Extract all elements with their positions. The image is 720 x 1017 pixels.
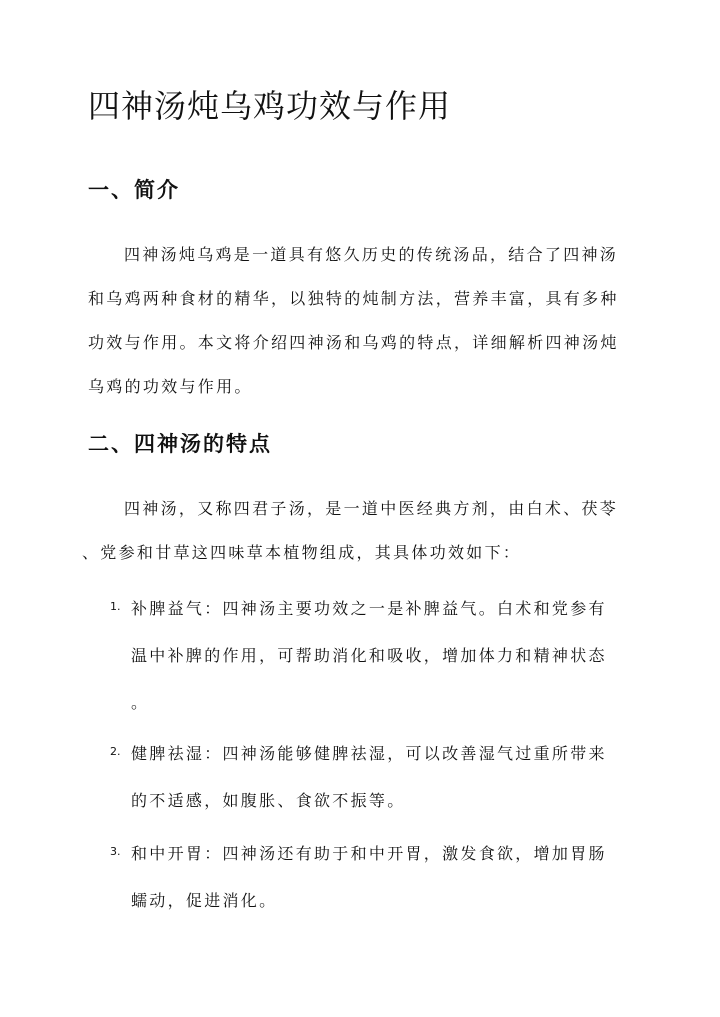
intro-paragraph <box>88 233 633 409</box>
paragraph-line: 和乌鸡两种食材的精华，以独特的炖制方法，营养丰富，具有多种 <box>88 289 619 308</box>
list-item-line: 健脾祛湿：四神汤能够健脾祛湿，可以改善湿气过重所带来 <box>131 744 607 763</box>
list-item-line: 。 <box>131 693 150 712</box>
list-item-line: 补脾益气：四神汤主要功效之一是补脾益气。白术和党参有 <box>131 599 607 618</box>
list-item-line: 和中开胃：四神汤还有助于和中开胃，激发食欲，增加胃肠 <box>131 844 607 863</box>
section-heading-intro: 一、简介 <box>88 178 180 202</box>
paragraph-line: 功效与作用。本文将介绍四神汤和乌鸡的特点，详细解析四神汤炖 <box>88 333 619 352</box>
list-item-number: 1. <box>110 600 121 613</box>
list-item-number: 3. <box>110 845 121 858</box>
list-item-number: 2. <box>110 745 121 758</box>
section-heading-features: 二、四神汤的特点 <box>88 432 272 456</box>
list-item <box>0 830 720 924</box>
features-paragraph <box>82 487 633 575</box>
list-item <box>0 585 720 726</box>
list-item <box>0 730 720 824</box>
paragraph-line: 四神汤炖乌鸡是一道具有悠久历史的传统汤品，结合了四神汤 <box>124 245 619 264</box>
paragraph-line: 四神汤，又称四君子汤，是一道中医经典方剂，由白术、茯苓 <box>124 499 619 518</box>
list-item-line: 温中补脾的作用，可帮助消化和吸收，增加体力和精神状态 <box>131 646 607 665</box>
list-item-line: 蠕动，促进消化。 <box>131 891 278 910</box>
list-item-line: 的不适感，如腹胀、食欲不振等。 <box>131 791 406 810</box>
paragraph-line: 乌鸡的功效与作用。 <box>88 377 253 396</box>
page-title: 四神汤炖乌鸡功效与作用 <box>88 87 452 125</box>
paragraph-line: 、党参和甘草这四味草本植物组成，其具体功效如下： <box>82 543 522 562</box>
